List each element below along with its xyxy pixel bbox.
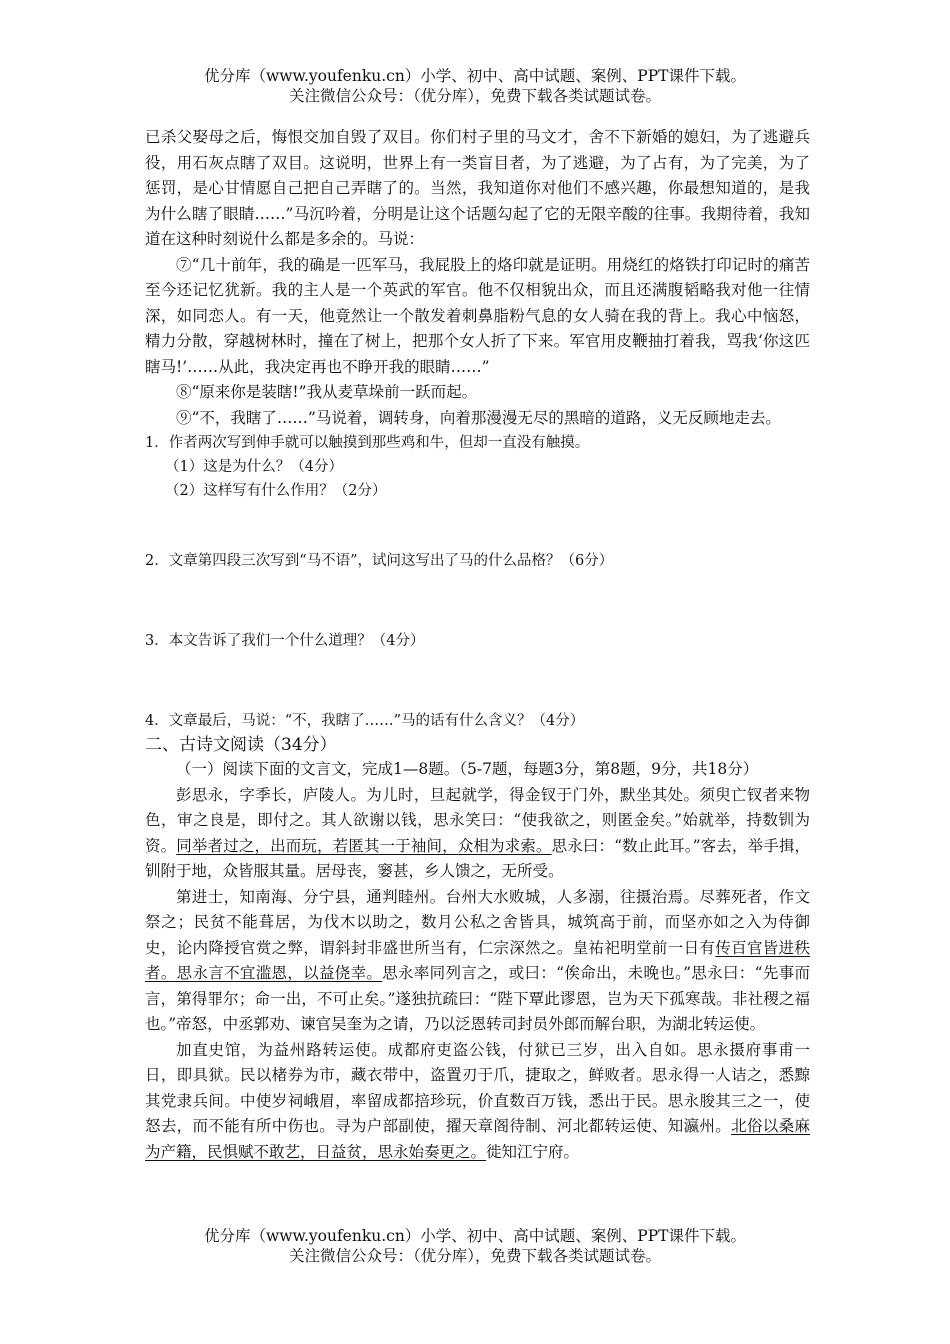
passage-paragraph-9: ⑨“不，我瞎了……”马说着，调转身，向着那漫漫无尽的黑暗的道路，义无反顾地走去。 [176,408,781,427]
page-header [0,66,950,106]
text-run: 加直史馆，为益州路转运使。成都府吏盗公钱，付狱已三岁，出入自如。思永摄府事甫一日，即具狱。民以楮券为市，藏衣带中，盗置刃于爪，捷取之，鲜败者。思永得一人诘之，悉黥其党隶兵间。中使岁祠峨眉，率留成都掊珍玩，价直数百万钱，悉出于民。思永朘其三之一，使怒去，而不能有所中伤也。寻为户部副使，擢天章阁待制、河北都转运使、知瀛州。 [145,1040,810,1135]
question-2: 2．文章第四段三次写到“马不语”，试问这写出了马的什么品格？（6分） [145,553,614,569]
passage-paragraph-8: ⑧“原来你是装瞎!”我从麦草垛前一跃而起。 [176,383,478,401]
text-run: 思永率同列言之，或曰：“俟命出，未晚也。”思永曰：“先事而言，第得罪尔；命一出，不可止矣。”遂独抗疏曰：“陛下覃此谬恩，岂为天下孤寒哉。非社稷之福也。”帝怒，中丞郭劝、谏官吴奎为之请，乃以泛恩转司封员外郎而解台职，为湖北转运使。 [145,964,810,1033]
text-run: 思永曰：“数止此耳。”客去，举手揖，钏附于地，众皆服其量。居母丧，窭甚，乡人馈之，无所受。 [145,836,810,880]
footer-line-1: 优分库（www.youfenku.cn）小学、初中、高中试题、案例、PPT课件下载。 [203,1227,747,1245]
text-run: 彭思永，字季长，庐陵人。为儿时，旦起就学，得金钗于门外，默坐其处。须臾亡钗者来物色，审之良是，即付之。其人欲谢以钱，思永笑曰：“使我欲之，则匿金矣。”始就举，持数钏为资。 [145,785,810,855]
section-2-title: 二、古诗文阅读（34分） [145,735,337,755]
classical-paragraph-2 [145,885,810,1038]
document-body [145,125,810,1165]
header-line-2: 关注微信公众号：（优分库），免费下载各类试题试卷。 [288,87,661,105]
underlined-sentence: 北俗以桑麻为产籍，民惧赋不敢艺，日益贫，思永始奏更之。 [145,1117,810,1161]
page-footer [0,1226,950,1266]
question-4: 4．文章最后，马说：“不，我瞎了……”马的话有什么含义？（4分） [145,713,585,729]
text-run: 徙知江宁府。 [486,1142,580,1161]
underlined-sentence: 同举者过之，出而玩，若匿其一于袖间，众相为求索。 [176,836,552,855]
classical-paragraph-3 [145,1038,810,1166]
passage-paragraph-6-end: 已杀父娶母之后，悔恨交加自毁了双目。你们村子里的马文才，舍不下新婚的媳妇，为了逃避兵役，用石灰点瞎了双目。这说明，世界上有一类盲目者，为了逃避，为了占有，为了完美，为了惩罚，是心甘情愿自己把自己弄瞎了的。当然，我知道你对他们不感兴趣，你最想知道的，是我为什么瞎了眼睛……”马沉吟着，分明是让这个话题勾起了它的无限辛酸的往事。我期待着，我知道在这种时刻说什么都是多余的。马说： [145,128,810,248]
underlined-sentence: 传百官皆进秩者。思永言不宜滥恩，以益侥幸。 [145,938,810,982]
footer-line-2: 关注微信公众号：（优分库），免费下载各类试题试卷。 [288,1247,661,1265]
header-line-1: 优分库（www.youfenku.cn）小学、初中、高中试题、案例、PPT课件下载。 [203,67,747,85]
question-1: 1．作者两次写到伸手就可以触摸到那些鸡和牛，但却一直没有触摸。 [145,435,590,451]
answer-space [145,573,810,629]
classical-paragraph-1 [145,783,810,885]
question-3: 3．本文告诉了我们一个什么道理？（4分） [145,633,425,649]
answer-space [145,503,810,549]
question-1-part-2: （2）这样写有什么作用？（2分） [165,483,387,499]
question-1-part-1: （1）这是为什么？（4分） [165,459,343,475]
answer-space [145,653,810,709]
text-run: 第进士，知南海、分宁县，通判睦州。台州大水败城，人多溺，往摄治焉。尽葬死者，作文祭之；民贫不能葺居，为伐木以助之，数月公私之舍皆具，城筑高于前，而坚亦如之入为侍御史，论内降授官赏之弊，谓斜封非盛世所当有，仁宗深然之。皇祐祀明堂前一日有 [145,887,810,957]
section-2-instruction: （一）阅读下面的文言文，完成1—8题。（5-7题，每题3分，第8题，9分，共18分） [176,760,759,778]
passage-paragraph-7: ⑦“几十前年，我的确是一匹军马，我屁股上的烙印就是证明。用烧红的烙铁打印记时的痛苦至今还记忆犹新。我的主人是一个英武的军官。他不仅相貌出众，而且还满腹韬略我对他一往情深，如同恋人。有一天，他竟然让一个散发着刺鼻脂粉气息的女人骑在我的背上。我心中恼怒，精力分散，穿越树林时，撞在了树上，把那个女人折了下来。军官用皮鞭抽打着我，骂我‘你这匹瞎马!’……从此，我决定再也不睁开我的眼睛……” [145,255,810,376]
